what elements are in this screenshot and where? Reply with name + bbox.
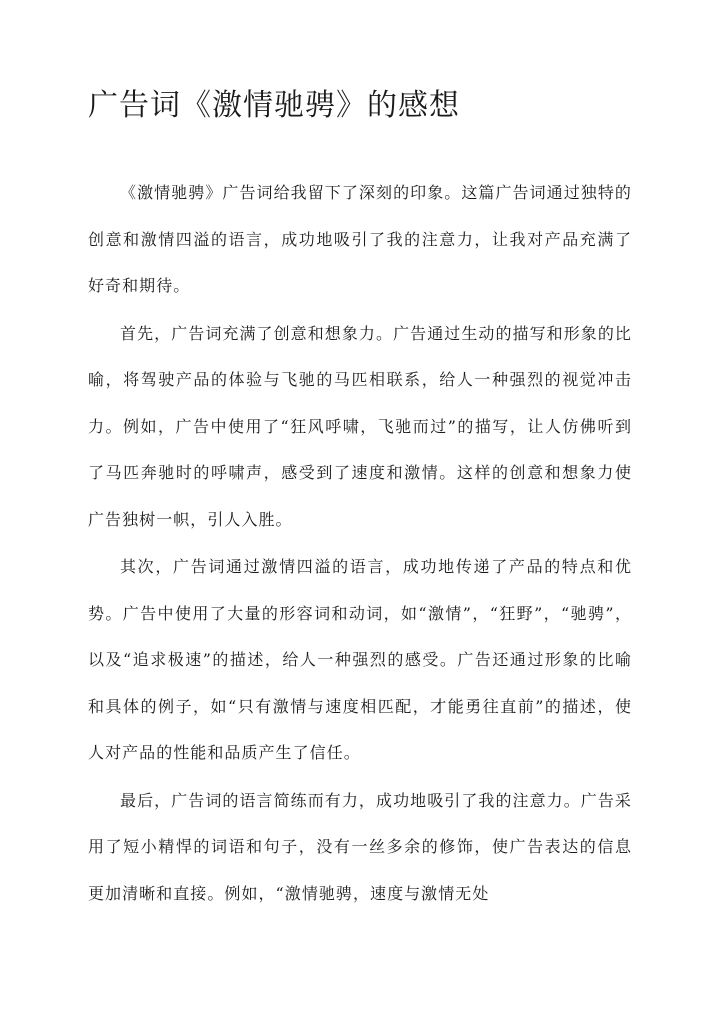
paragraph-3: 其次，广告词通过激情四溢的语言，成功地传递了产品的特点和优势。广告中使用了大量的形容词和动词，如“激情”，“狂野”，“驰骋”，以及“追求极速”的描述，给人一种强烈的感受。广告还通过形象的比喻和具体的例子，如“只有激情与速度相匹配，才能勇往直前”的描述，使人对产品的性能和品质产生了信任。 [88, 557, 632, 762]
document-body [88, 170, 632, 918]
paragraph-1: 《激情驰骋》广告词给我留下了深刻的印象。这篇广告词通过独特的创意和激情四溢的语言，成功地吸引了我的注意力，让我对产品充满了好奇和期待。 [88, 183, 632, 295]
document-title: 广告词《激情驰骋》的感想 [88, 88, 460, 123]
paragraph-4: 最后，广告词的语言简练而有力，成功地吸引了我的注意力。广告采用了短小精悍的词语和句子，没有一丝多余的修饰，使广告表达的信息更加清晰和直接。例如，“激情驰骋，速度与激情无处 [88, 790, 632, 903]
paragraph-2: 首先，广告词充满了创意和想象力。广告通过生动的描写和形象的比喻，将驾驶产品的体验与飞驰的马匹相联系，给人一种强烈的视觉冲击力。例如，广告中使用了“狂风呼啸，飞驰而过”的描写，让人仿佛听到了马匹奔驰时的呼啸声，感受到了速度和激情。这样的创意和想象力使广告独树一帜，引人入胜。 [88, 323, 632, 529]
